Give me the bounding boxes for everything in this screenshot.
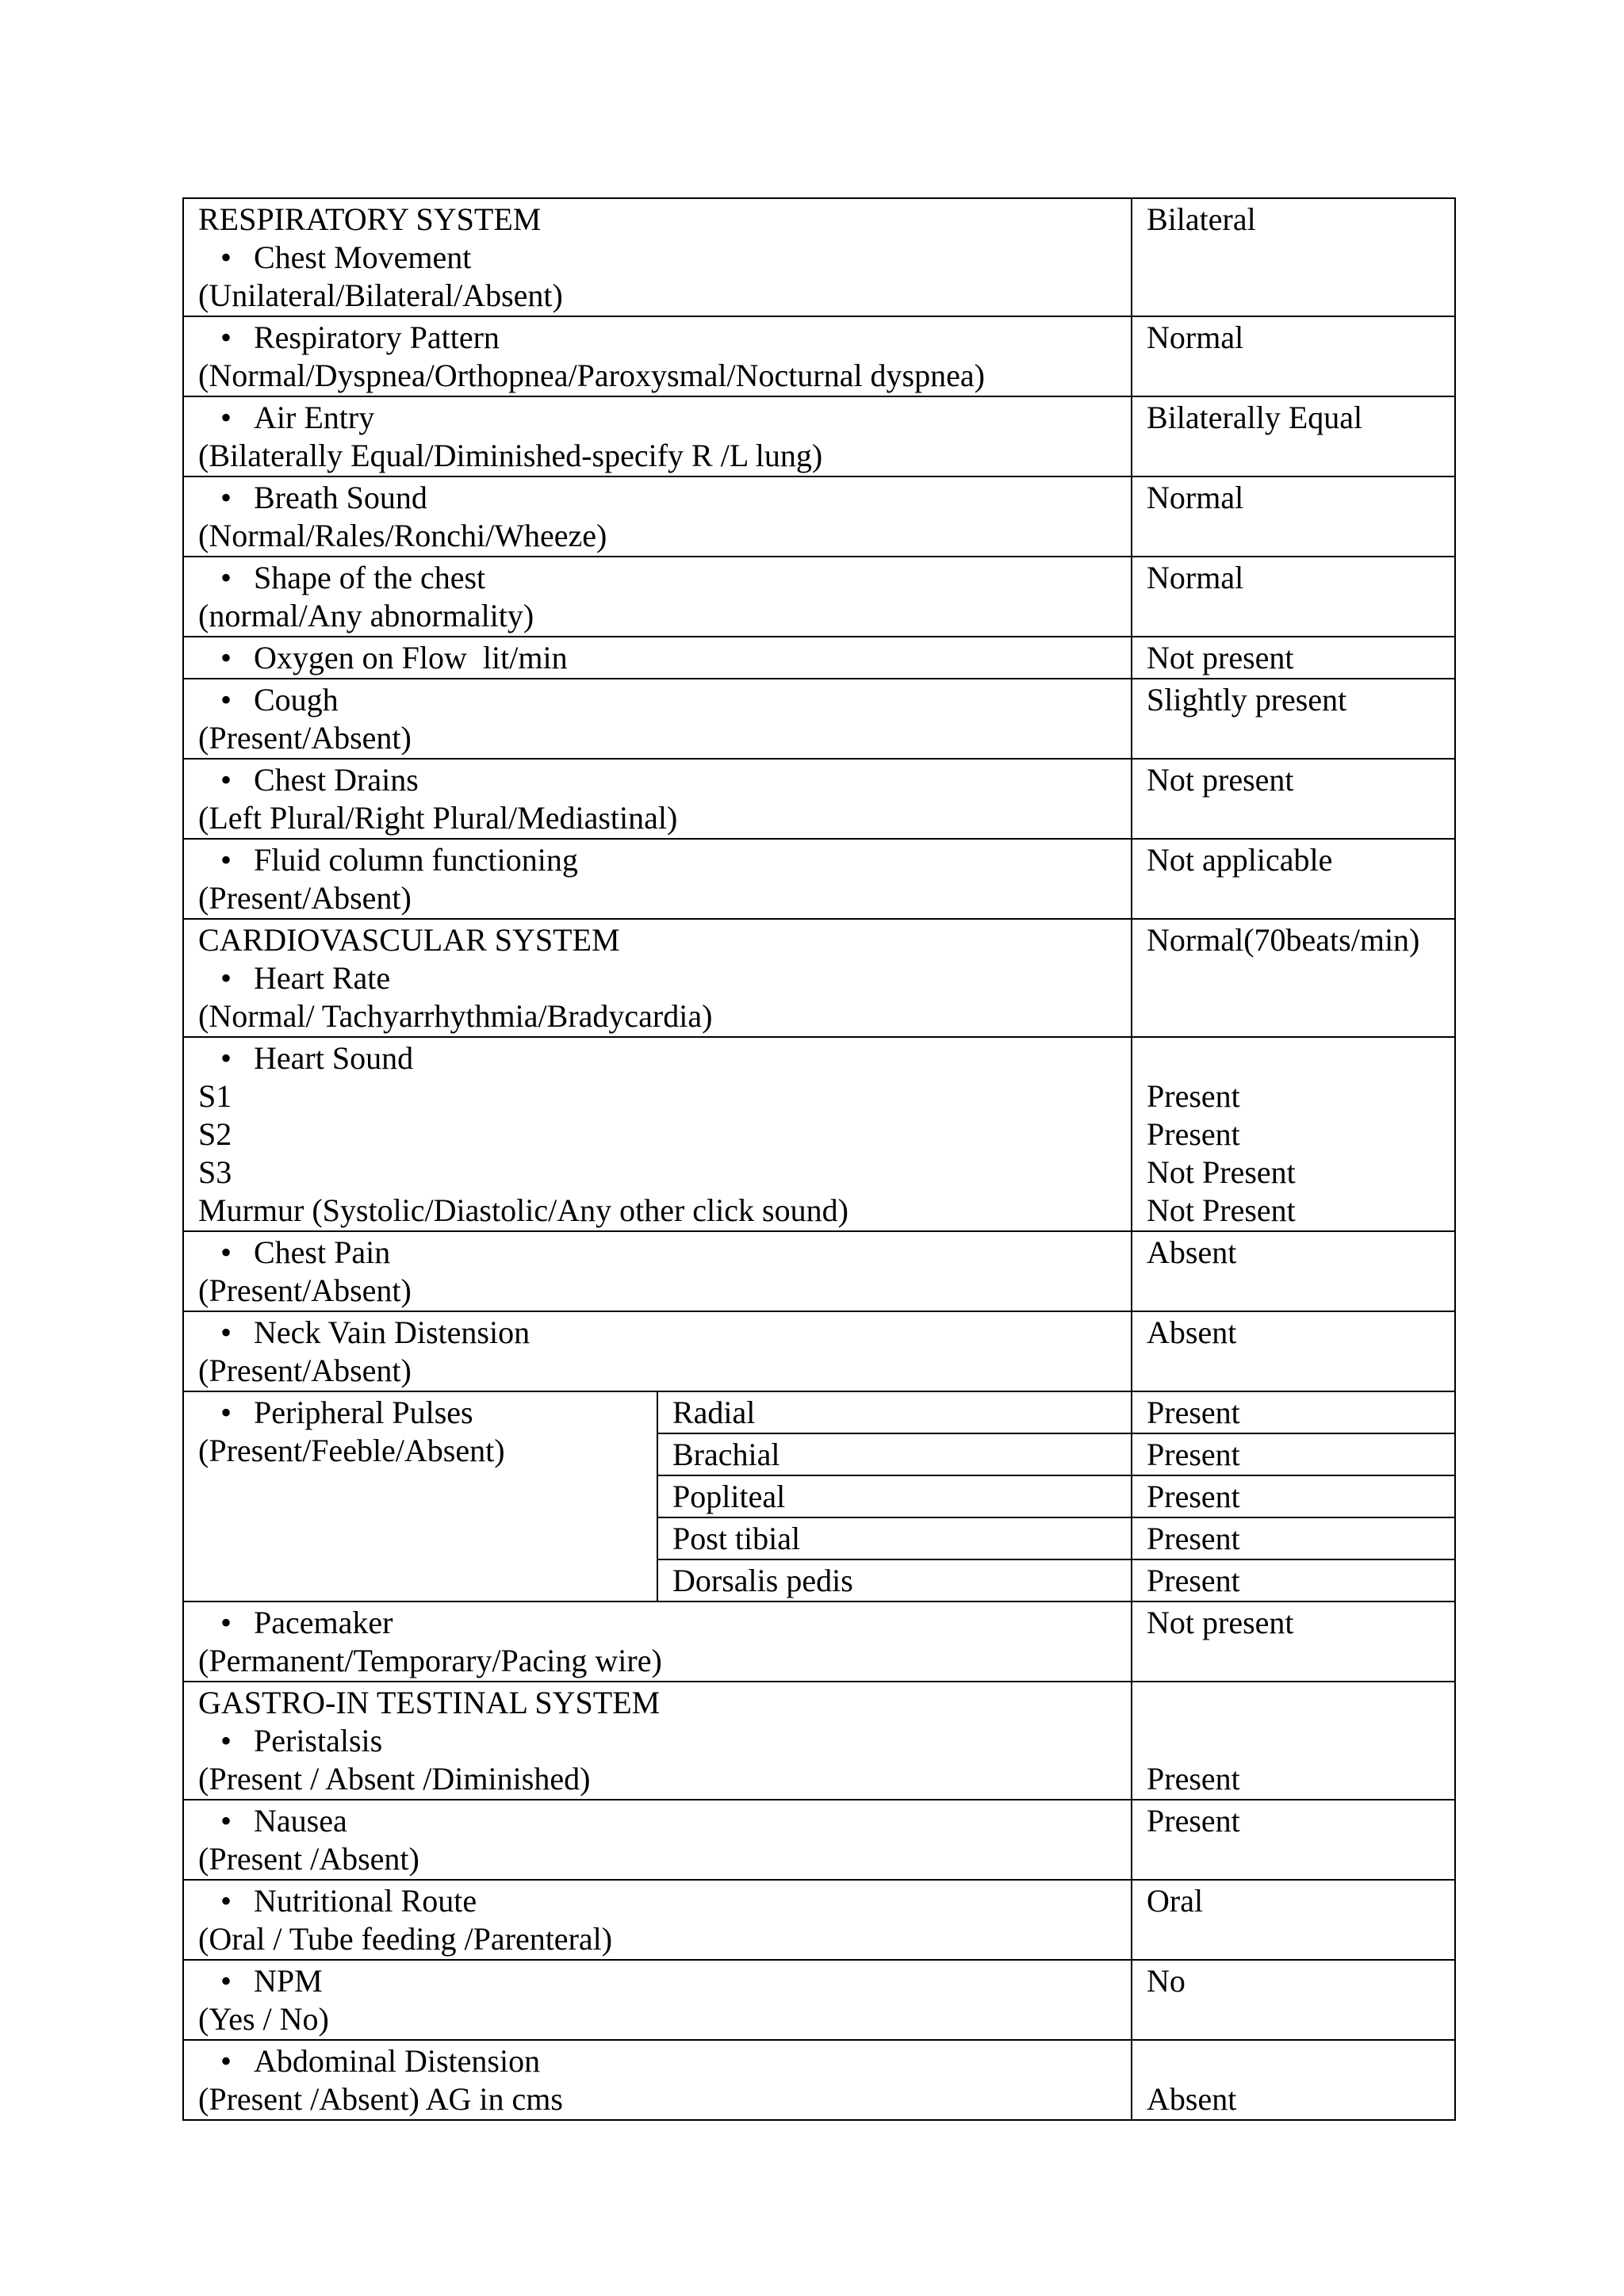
- row-value-cell: [1132, 2040, 1455, 2120]
- item-options: (Present/Absent): [198, 720, 412, 756]
- row-label-cell: [183, 476, 1132, 557]
- item-value: Oral: [1147, 1883, 1204, 1919]
- row-value-cell: [1132, 1311, 1455, 1391]
- item-options: (Unilateral/Bilateral/Absent): [198, 277, 563, 313]
- heart-sound-label: Murmur (Systolic/Diastolic/Any other click sound): [198, 1192, 848, 1228]
- heart-sound-value: Present: [1147, 1078, 1240, 1114]
- item-label: • Nausea: [198, 1802, 1116, 1840]
- item-value: Present: [1147, 1761, 1240, 1797]
- table-row: [183, 919, 1455, 1037]
- pulse-site: Popliteal: [672, 1479, 786, 1514]
- table-row: [183, 1682, 1455, 1800]
- pulse-value: Present: [1147, 1479, 1240, 1514]
- row-value-cell: [1132, 396, 1455, 476]
- table-row: [183, 759, 1455, 839]
- row-label-cell: [183, 759, 1132, 839]
- row-label-cell: [183, 1391, 657, 1601]
- item-value: Normal: [1147, 320, 1244, 355]
- table-row: [183, 637, 1455, 679]
- item-label: • Fluid column functioning: [198, 841, 1116, 879]
- item-options: (Present /Absent): [198, 1841, 419, 1877]
- table-row: [183, 316, 1455, 396]
- pulse-site-cell: [657, 1475, 1132, 1517]
- table-row: [183, 839, 1455, 919]
- item-label: • Cough: [198, 681, 1116, 719]
- row-value-cell: [1132, 839, 1455, 919]
- item-label: • Peripheral Pulses: [198, 1394, 642, 1432]
- item-options: (Present / Absent /Diminished): [198, 1761, 591, 1797]
- row-value-cell: [1132, 1433, 1455, 1475]
- item-options: (Present /Absent) AG in cms: [198, 2081, 563, 2117]
- table-row: [183, 1037, 1455, 1231]
- item-options: (Present/Absent): [198, 1353, 412, 1388]
- row-value-cell: [1132, 1517, 1455, 1559]
- row-value-cell: [1132, 198, 1455, 316]
- table-row: [183, 679, 1455, 759]
- item-value: Not applicable: [1147, 842, 1333, 878]
- item-options: (Normal/Dyspnea/Orthopnea/Paroxysmal/Nocturnal dyspnea): [198, 358, 985, 393]
- pulse-site: Dorsalis pedis: [672, 1563, 853, 1598]
- heart-sound-label: S3: [198, 1154, 232, 1190]
- item-label: • Chest Pain: [198, 1234, 1116, 1272]
- row-label-cell: [183, 637, 1132, 679]
- heart-sound-value: Present: [1147, 1116, 1240, 1152]
- item-value: Normal(70beats/min): [1147, 922, 1420, 958]
- item-value: Present: [1147, 1803, 1240, 1839]
- item-value: Slightly present: [1147, 682, 1347, 718]
- row-value-cell: [1132, 1231, 1455, 1311]
- item-value: [1147, 1039, 1440, 1077]
- item-value: No: [1147, 1963, 1185, 1999]
- item-label: • Chest Drains: [198, 761, 1116, 799]
- section-heading-gastro: GASTRO-IN TESTINAL SYSTEM: [198, 1685, 661, 1720]
- item-options: (Present/Feeble/Absent): [198, 1433, 505, 1468]
- pulse-value: Present: [1147, 1437, 1240, 1472]
- table-row: [183, 1800, 1455, 1880]
- item-value: Not present: [1147, 1605, 1294, 1640]
- row-label-cell: [183, 919, 1132, 1037]
- pulse-site-cell: [657, 1433, 1132, 1475]
- pulse-value: Present: [1147, 1395, 1240, 1430]
- item-value: Absent: [1147, 2081, 1237, 2117]
- row-label-cell: [183, 1037, 1132, 1231]
- item-label: • NPM: [198, 1962, 1116, 2000]
- item-value: Not present: [1147, 640, 1294, 675]
- pulse-site: Radial: [672, 1395, 756, 1430]
- row-value-cell: [1132, 1960, 1455, 2040]
- item-value: Normal: [1147, 480, 1244, 515]
- pulse-site-cell: [657, 1517, 1132, 1559]
- table-row: [183, 1391, 1455, 1433]
- row-label-cell: [183, 316, 1132, 396]
- row-label-cell: [183, 1231, 1132, 1311]
- item-value: Not present: [1147, 762, 1294, 798]
- item-value: Absent: [1147, 1234, 1237, 1270]
- item-label: • Peristalsis: [198, 1722, 1116, 1760]
- item-options: (Present/Absent): [198, 1272, 412, 1308]
- row-value-cell: [1132, 919, 1455, 1037]
- row-value-cell: [1132, 1391, 1455, 1433]
- row-value-cell: [1132, 557, 1455, 637]
- row-value-cell: [1132, 1601, 1455, 1682]
- row-label-cell: [183, 1800, 1132, 1880]
- row-value-cell: [1132, 679, 1455, 759]
- item-options: (Yes / No): [198, 2001, 329, 2037]
- row-label-cell: [183, 1880, 1132, 1960]
- item-options: (Permanent/Temporary/Pacing wire): [198, 1643, 662, 1678]
- pulse-site-cell: [657, 1391, 1132, 1433]
- row-value-cell: [1132, 1800, 1455, 1880]
- item-label: • Breath Sound: [198, 479, 1116, 517]
- row-label-cell: [183, 1682, 1132, 1800]
- row-value-cell: [1132, 1037, 1455, 1231]
- item-value: Bilateral: [1147, 201, 1256, 237]
- item-label: • Heart Sound: [198, 1039, 1116, 1077]
- item-label: • Chest Movement: [198, 239, 1116, 277]
- row-label-cell: [183, 396, 1132, 476]
- assessment-table: [182, 197, 1456, 2121]
- table-row: [183, 1311, 1455, 1391]
- section-heading-respiratory: RESPIRATORY SYSTEM: [198, 201, 542, 237]
- row-label-cell: [183, 2040, 1132, 2120]
- item-label: • Heart Rate: [198, 959, 1116, 997]
- table-row: [183, 1601, 1455, 1682]
- pulse-value: Present: [1147, 1521, 1240, 1556]
- item-options: (Bilaterally Equal/Diminished-specify R /L lung): [198, 438, 823, 473]
- table-row: [183, 2040, 1455, 2120]
- row-label-cell: [183, 839, 1132, 919]
- table-row: [183, 557, 1455, 637]
- row-label-cell: [183, 198, 1132, 316]
- item-label: • Neck Vain Distension: [198, 1314, 1116, 1352]
- row-label-cell: [183, 1601, 1132, 1682]
- heart-sound-label: S2: [198, 1116, 232, 1152]
- section-heading-cardiovascular: CARDIOVASCULAR SYSTEM: [198, 922, 620, 958]
- row-value-cell: [1132, 1559, 1455, 1601]
- heart-sound-value: Not Present: [1147, 1154, 1296, 1190]
- table-row: [183, 396, 1455, 476]
- pulse-site: Post tibial: [672, 1521, 801, 1556]
- item-value: Bilaterally Equal: [1147, 400, 1363, 435]
- heart-sound-label: S1: [198, 1078, 232, 1114]
- item-label: • Respiratory Pattern: [198, 319, 1116, 357]
- row-label-cell: [183, 679, 1132, 759]
- row-value-cell: [1132, 1475, 1455, 1517]
- row-label-cell: [183, 1311, 1132, 1391]
- table-row: [183, 198, 1455, 316]
- row-value-cell: [1132, 1682, 1455, 1800]
- table-row: [183, 476, 1455, 557]
- item-value: Absent: [1147, 1314, 1237, 1350]
- row-value-cell: [1132, 637, 1455, 679]
- item-label: • Air Entry: [198, 399, 1116, 437]
- item-options: (Normal/ Tachyarrhythmia/Bradycardia): [198, 998, 713, 1034]
- item-label: • Shape of the chest: [198, 559, 1116, 597]
- row-value-cell: [1132, 1880, 1455, 1960]
- item-label: • Pacemaker: [198, 1604, 1116, 1642]
- item-options: (Present/Absent): [198, 880, 412, 916]
- table-row: [183, 1880, 1455, 1960]
- item-options: (Oral / Tube feeding /Parenteral): [198, 1921, 613, 1957]
- item-value: Normal: [1147, 560, 1244, 595]
- item-options: (Left Plural/Right Plural/Mediastinal): [198, 800, 678, 836]
- table-row: [183, 1960, 1455, 2040]
- table-row: [183, 1231, 1455, 1311]
- pulse-value: Present: [1147, 1563, 1240, 1598]
- item-label: • Abdominal Distension: [198, 2042, 1116, 2080]
- pulse-site: Brachial: [672, 1437, 780, 1472]
- pulse-site-cell: [657, 1559, 1132, 1601]
- heart-sound-value: Not Present: [1147, 1192, 1296, 1228]
- row-value-cell: [1132, 476, 1455, 557]
- row-value-cell: [1132, 759, 1455, 839]
- row-label-cell: [183, 557, 1132, 637]
- row-label-cell: [183, 1960, 1132, 2040]
- item-label: • Nutritional Route: [198, 1882, 1116, 1920]
- item-options: (normal/Any abnormality): [198, 598, 534, 633]
- item-label: • Oxygen on Flow lit/min: [198, 639, 1116, 677]
- row-value-cell: [1132, 316, 1455, 396]
- item-options: (Normal/Rales/Ronchi/Wheeze): [198, 518, 607, 553]
